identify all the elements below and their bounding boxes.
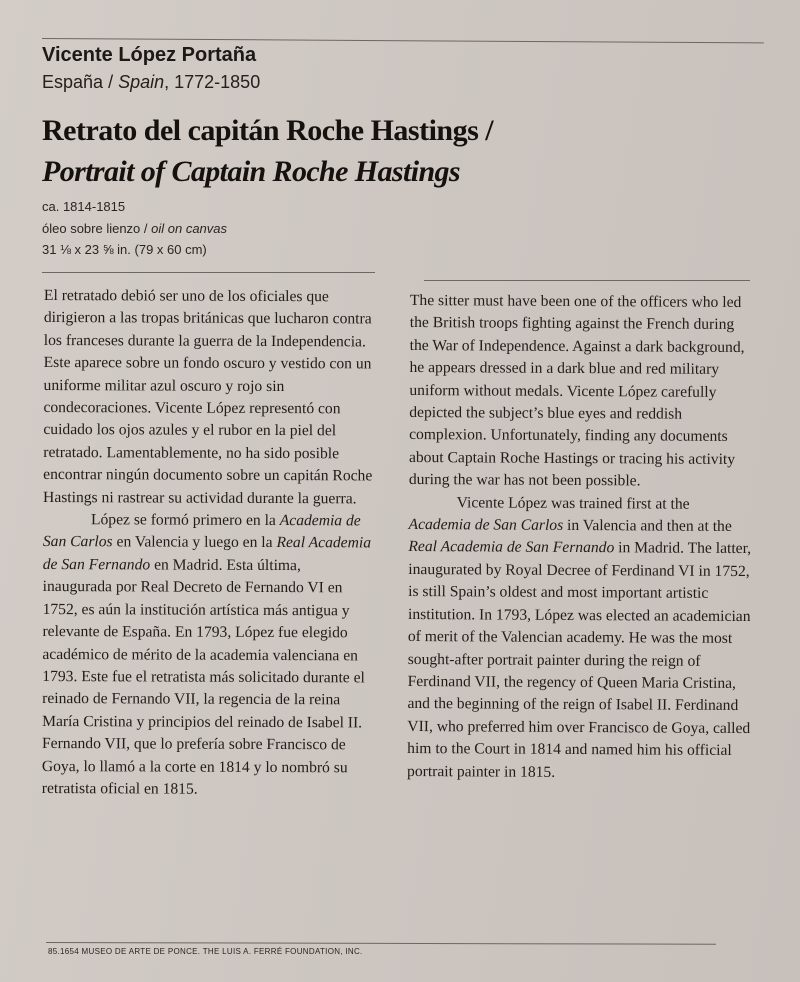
artist-dates: , 1772-1850: [164, 72, 261, 92]
artist-name: Vicente López Portaña: [42, 44, 257, 66]
spanish-paragraph-2: [42, 509, 373, 802]
title-spanish: Retrato del capitán Roche Hastings /: [42, 114, 494, 147]
spanish-p2-text-b: en Valencia y luego en la: [112, 533, 277, 552]
origin-spanish: España: [42, 72, 104, 92]
spanish-text-column: [42, 285, 374, 802]
english-p2-text-b: in Valencia and then at the: [563, 517, 732, 536]
spanish-academy-san-carlos: Academia de San Carlos: [42, 512, 361, 551]
medium-spanish: óleo sobre lienzo: [42, 221, 141, 236]
english-paragraph-1: The sitter must have been one of the officers who led the British troops fighting against the French during the War of Independence. Against a dark background, he appears dressed in a dark blue and red military uniform without medals. Vicente López carefully depicted the subject’s blue eyes and reddish complexion. Unfortunately, finding any documents about Captain Roche Hastings or tracing his activity during the war has not been possible.: [408, 291, 745, 490]
english-p2-text-a: Vicente López was trained first at the: [456, 493, 690, 513]
artwork-date: ca. 1814-1815: [42, 199, 126, 214]
spanish-p2-text-c: en Madrid. Esta última, inaugurada por Real Decreto de Fernando VI en 1752, es aún la institución artística más antigua y relevante de España. En 1793, López fue elegido académico de mérito de la academia valenciana en 1793. Este fue el retratista más solicitado durante el reinado de Fernando VII, la regencia de la reina María Cristina y principios del reinado de Isabel II. Fernando VII, que lo prefería sobre Francisco de Goya, lo llamó a la corte en 1814 y lo nombró su retratista oficial en 1815.: [41, 556, 365, 798]
top-rule: [42, 38, 764, 43]
english-academy-san-carlos: Academia de San Carlos: [408, 516, 564, 535]
spanish-paragraph-1: El retratado debió ser uno de los oficiales que dirigieron a las tropas británicas que lucharon contra los franceses durante la guerra de la Independencia. Este aparece sobre un fondo oscuro y vestido con un uniforme militar azul oscuro y rojo sin condecoraciones. Vicente López representó con cuidado los ojos azules y el rubor en la piel del retratado. Lamentablemente, no ha sido posible encontrar ningún documento sobre un capitán Roche Hastings ni rastrear su actividad durante la guerra.: [43, 286, 373, 508]
english-paragraph-2: [407, 492, 754, 785]
credit-line: 85.1654 MUSEO DE ARTE DE PONCE. THE LUIS A. FERRÉ FOUNDATION, INC.: [48, 947, 363, 956]
english-text-column: [407, 290, 755, 785]
divider-left: [42, 272, 375, 273]
title-english: Portrait of Captain Roche Hastings: [42, 155, 460, 188]
spanish-p2-text-a: López se formó primero en la: [90, 511, 280, 530]
artwork-medium: [42, 221, 227, 236]
spanish-academy-san-fernando: Real Academia de San Fernando: [42, 534, 372, 574]
origin-english: Spain: [118, 72, 165, 92]
medium-separator: /: [140, 221, 152, 236]
english-academy-san-fernando: Real Academia de San Fernando: [408, 538, 615, 557]
medium-english: oil on canvas: [151, 221, 228, 236]
origin-separator: /: [103, 72, 119, 92]
bottom-rule: [46, 942, 716, 945]
english-p2-text-c: in Madrid. The latter, inaugurated by Royal Decree of Ferdinand VI in 1752, is still Spain’s oldest and most important artistic institution. In 1793, López was elected an academician of merit of the Valencian academy. He was the most sought-after portrait painter during the reign of Ferdinand VII, the regency of Queen Maria Cristina, and the beginning of the reign of Isabel II. Ferdinand VII, who preferred him over Francisco de Goya, called him to the Court in 1814 and named him his official portrait painter in 1815.: [407, 539, 752, 781]
divider-right: [424, 280, 750, 281]
artist-origin: [42, 72, 260, 93]
artwork-dimensions: 31 ⅛ x 23 ⅝ in. (79 x 60 cm): [42, 242, 207, 257]
